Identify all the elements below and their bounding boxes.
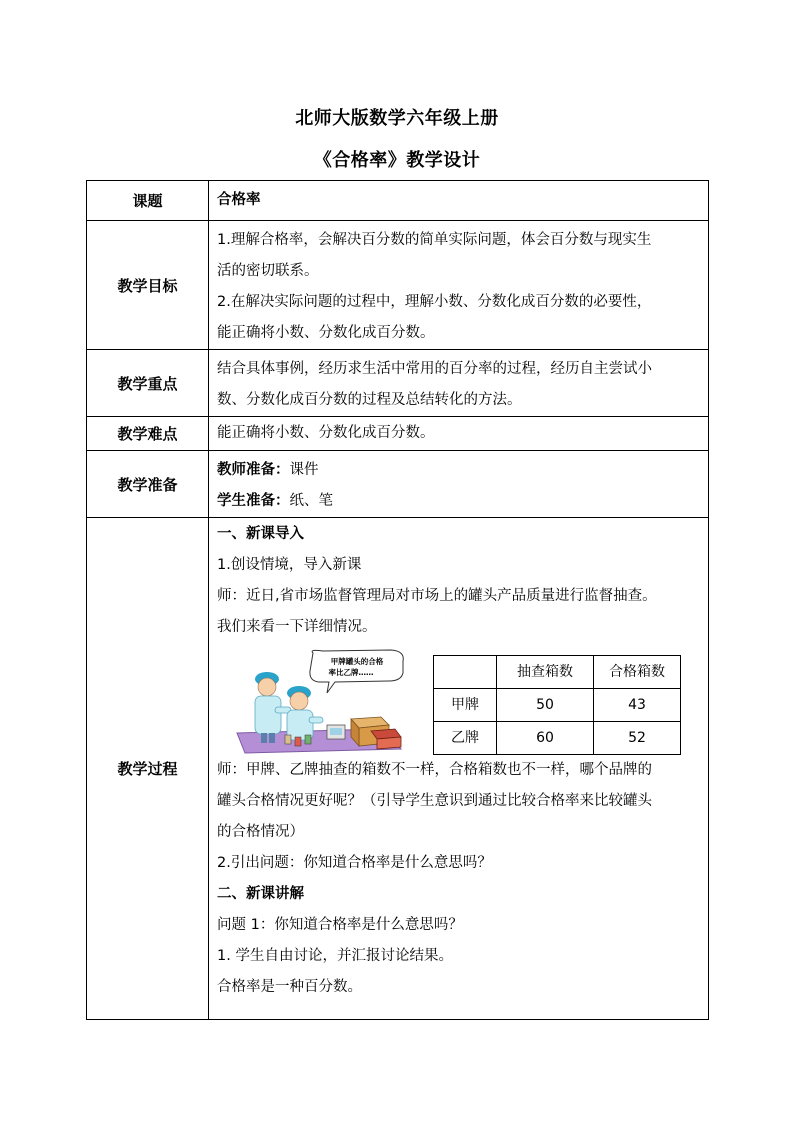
process-line: 2.引出问题：你知道合格率是什么意思吗？	[217, 855, 492, 871]
difficulty-text: 能正确将小数、分数化成百分数。	[217, 425, 435, 441]
process-content	[209, 518, 709, 1020]
inspection-cell: 43	[594, 689, 681, 722]
preparation-label: 教学准备	[87, 451, 209, 518]
process-label: 教学过程	[87, 518, 209, 1020]
preparation-row	[87, 451, 709, 518]
process-line: 1. 学生自由讨论，并汇报讨论结果。	[217, 948, 453, 964]
goals-content	[209, 221, 709, 350]
student-preparation	[217, 486, 702, 517]
inspection-table-header	[434, 656, 681, 689]
goals-label: 教学目标	[87, 221, 209, 350]
process-line: 1.创设情境，导入新课	[217, 557, 362, 573]
difficulty-row	[87, 417, 709, 451]
goals-line: 能正确将小数、分数化成百分数。	[217, 325, 435, 341]
difficulty-content	[209, 417, 709, 451]
inspection-header-cell	[434, 656, 497, 689]
teacher-preparation	[217, 455, 702, 486]
inspection-cell: 50	[497, 689, 594, 722]
process-line: 问题 1：你知道合格率是什么意思吗？	[217, 917, 463, 933]
section-heading: 一、新课导入	[217, 526, 304, 542]
topic-value	[209, 181, 709, 221]
student-preparation-value: 纸、笔	[289, 493, 333, 509]
goals-row	[87, 221, 709, 350]
goals-line: 1.理解合格率，会解决百分数的简单实际问题，体会百分数与现实生	[217, 232, 652, 248]
document-title: 北师大版数学六年级上册	[295, 108, 499, 129]
process-line: 我们来看一下详细情况。	[217, 619, 377, 635]
key-points-line: 结合具体事例，经历求生活中常用的百分率的过程，经历自主尝试小	[217, 361, 652, 377]
inspectors-illustration	[231, 649, 409, 755]
difficulty-label: 教学难点	[87, 417, 209, 451]
inspection-cell: 60	[497, 722, 594, 755]
process-row	[87, 518, 709, 1020]
topic-label: 课题	[87, 181, 209, 221]
process-line: 合格率是一种百分数。	[217, 979, 362, 995]
inspection-cell: 52	[594, 722, 681, 755]
teacher-preparation-value: 课件	[289, 462, 319, 478]
key-points-content	[209, 350, 709, 417]
topic-row	[87, 181, 709, 221]
student-preparation-label: 学生准备：	[217, 493, 290, 509]
lesson-plan-table	[86, 180, 709, 1020]
inspection-table	[433, 655, 681, 755]
key-points-row	[87, 350, 709, 417]
inspection-cell: 乙牌	[434, 722, 497, 755]
process-line: 罐头合格情况更好呢？（引导学生意识到通过比较合格率来比较罐头	[217, 793, 652, 809]
section-heading: 二、新课讲解	[217, 886, 304, 902]
speech-bubble-line: 甲牌罐头的合格	[330, 657, 384, 666]
topic-text: 合格率	[217, 192, 261, 208]
teacher-preparation-label: 教师准备：	[217, 462, 290, 478]
inspection-table-row	[434, 689, 681, 722]
scenario-illustration-row	[217, 643, 702, 755]
process-line: 师：甲牌、乙牌抽查的箱数不一样，合格箱数也不一样，哪个品牌的	[217, 762, 652, 778]
goals-line: 2.在解决实际问题的过程中，理解小数、分数化成百分数的必要性，	[217, 294, 652, 310]
inspection-header-cell: 合格箱数	[594, 656, 681, 689]
preparation-content	[209, 451, 709, 518]
key-points-label: 教学重点	[87, 350, 209, 417]
speech-bubble-line: 率比乙牌……	[328, 668, 374, 677]
key-points-line: 数、分数化成百分数的过程及总结转化的方法。	[217, 392, 522, 408]
inspection-table-row	[434, 722, 681, 755]
goals-line: 活的密切联系。	[217, 263, 319, 279]
process-line: 师：近日,省市场监督管理局对市场上的罐头产品质量进行监督抽查。	[217, 588, 657, 604]
inspection-cell: 甲牌	[434, 689, 497, 722]
document-subtitle: 《合格率》教学设计	[313, 150, 481, 171]
inspection-header-cell: 抽查箱数	[497, 656, 594, 689]
process-line: 的合格情况）	[217, 824, 304, 840]
